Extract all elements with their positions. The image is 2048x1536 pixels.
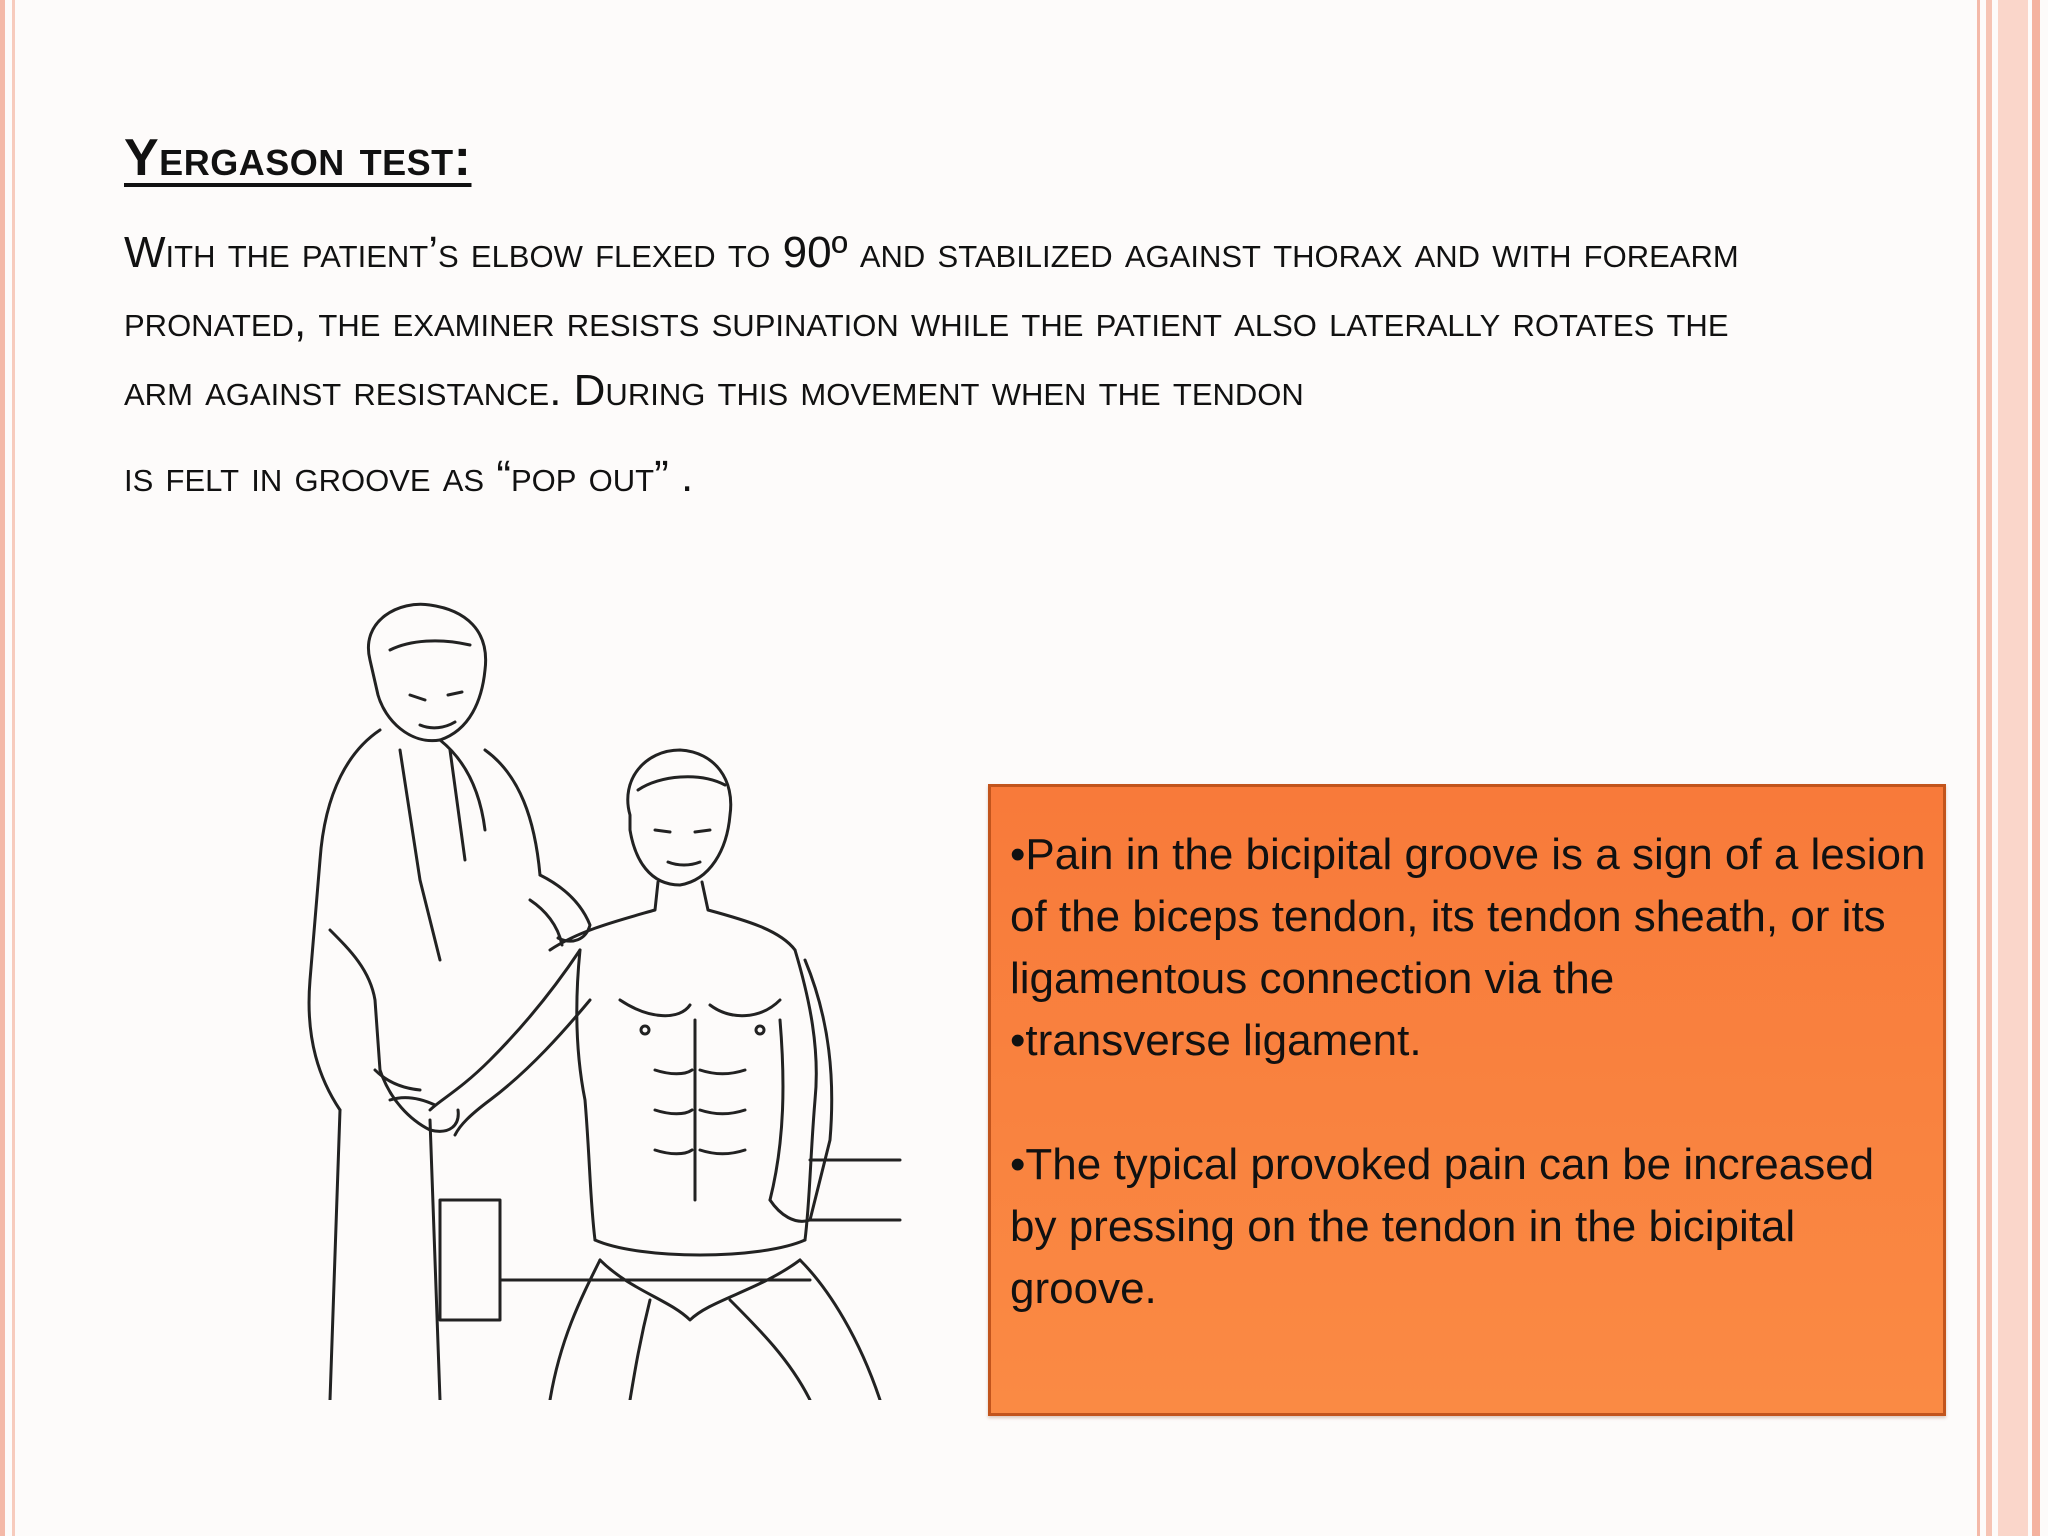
test-description bbox=[124, 218, 1804, 511]
test-description-last-line: is felt in groove as “pop out” . bbox=[124, 452, 694, 501]
right-border-band bbox=[1998, 0, 2028, 1536]
info-bullet-transverse-ligament: •transverse ligament. bbox=[1010, 1016, 1422, 1065]
info-spacer bbox=[1010, 1072, 1930, 1134]
info-bullet-provoked-pain: •The typical provoked pain can be increased by pressing on the tendon in the bicipital groove. bbox=[1010, 1140, 1875, 1313]
right-border-edge bbox=[2032, 0, 2040, 1536]
test-description-main: With the patient’s elbow flexed to 90º and stabilized against thorax and with forearm pronated, the examiner resists supination while the patient also laterally rotates the arm against resistance. During this movement when the tendon bbox=[124, 228, 1739, 415]
left-border-stripe bbox=[0, 0, 5, 1536]
examiner-and-seated-patient-line-drawing-icon bbox=[290, 600, 910, 1400]
info-box-text bbox=[1010, 824, 1930, 1320]
slide-title: Yergason test: bbox=[124, 129, 472, 187]
right-border-stripe-inner bbox=[1977, 0, 1980, 1536]
info-bullet-lesion: •Pain in the bicipital groove is a sign of a lesion of the biceps tendon, its tendon sheath, or its ligamentous connection via the bbox=[1010, 830, 1926, 1003]
right-border-stripe bbox=[1986, 0, 1992, 1536]
left-border-stripe-inner bbox=[12, 0, 15, 1536]
